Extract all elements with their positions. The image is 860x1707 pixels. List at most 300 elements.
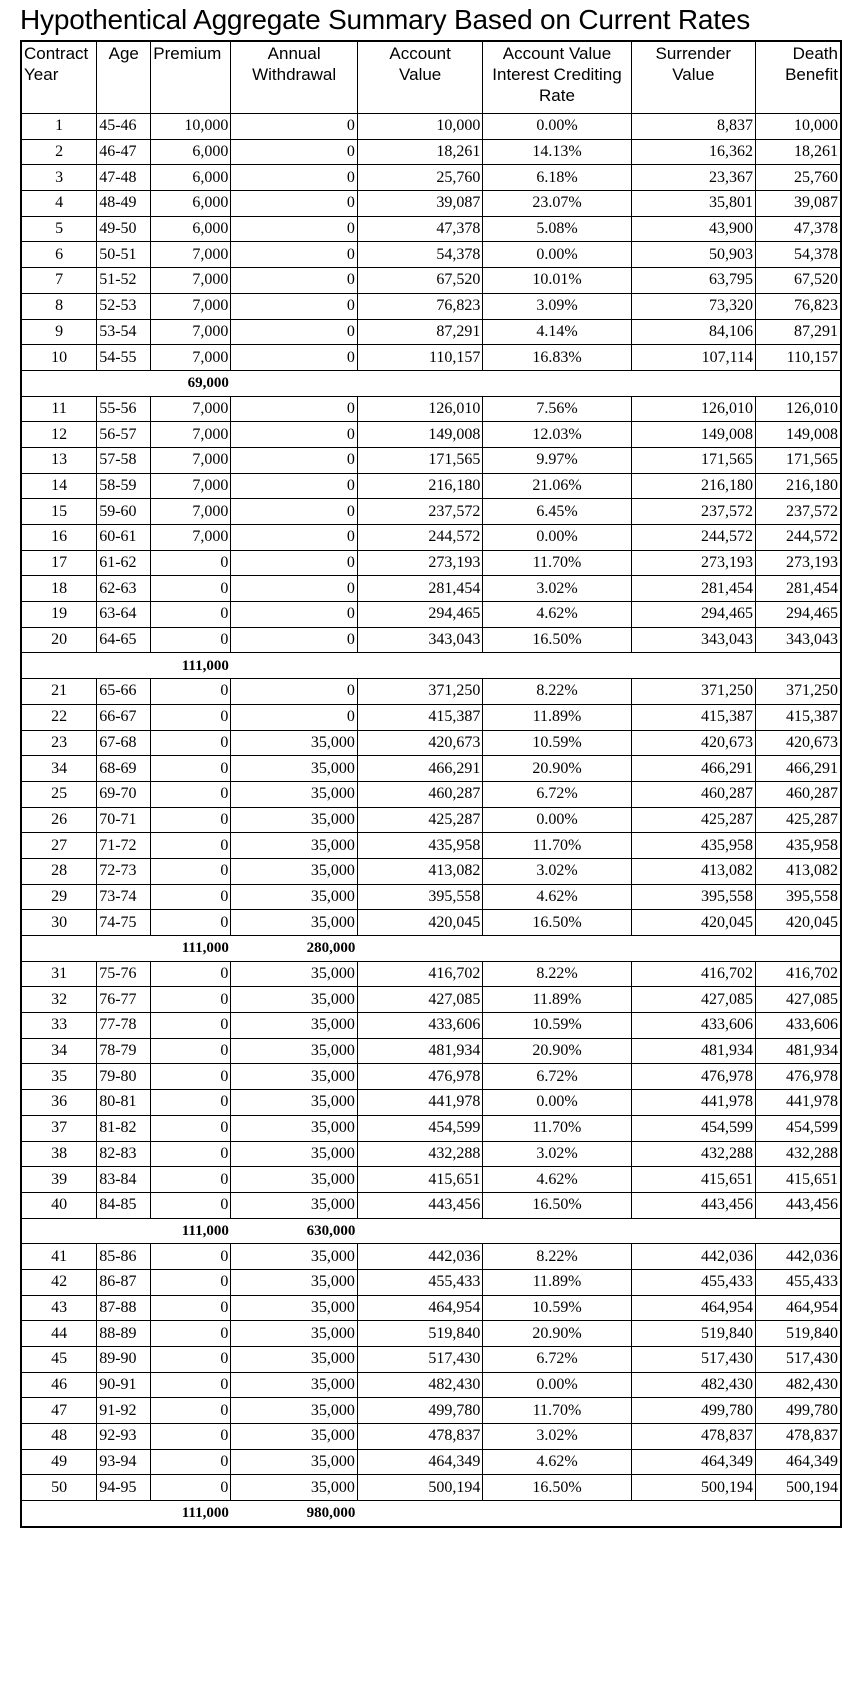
contract-year-cell: 37: [21, 1115, 97, 1141]
account-value-cell: 455,433: [357, 1269, 482, 1295]
premium-cell: 0: [151, 1244, 231, 1270]
table-row: [21, 191, 841, 217]
subtotal-empty-cell: [631, 1218, 755, 1244]
premium-cell: 0: [151, 1347, 231, 1373]
account-value-cell: 464,954: [357, 1295, 482, 1321]
premium-cell: 7,000: [151, 345, 231, 371]
subtotal-empty-cell: [483, 936, 631, 962]
header-line: Value: [672, 65, 715, 84]
annual-withdrawal-cell: 35,000: [231, 1449, 358, 1475]
page-title: Hypothentical Aggregate Summary Based on Current Rates: [20, 4, 751, 35]
death-benefit-cell: 478,837: [756, 1424, 842, 1450]
age-cell: 62-63: [97, 576, 151, 602]
header-line: Premium: [153, 44, 222, 63]
table-row: [21, 1398, 841, 1424]
table-header-row: [21, 41, 841, 114]
subtotal-empty-cell: [357, 1218, 482, 1244]
table-row: [21, 1424, 841, 1450]
contract-year-cell: 48: [21, 1424, 97, 1450]
annual-withdrawal-cell: 0: [231, 345, 358, 371]
contract-year-cell: 38: [21, 1141, 97, 1167]
contract-year-cell: 42: [21, 1269, 97, 1295]
annual-withdrawal-cell: 35,000: [231, 1398, 358, 1424]
table-row: [21, 1038, 841, 1064]
account-value-cell: 482,430: [357, 1372, 482, 1398]
premium-cell: 0: [151, 704, 231, 730]
subtotal-empty-cell: [756, 1218, 842, 1244]
death-benefit-cell: 371,250: [756, 679, 842, 705]
contract-year-cell: 18: [21, 576, 97, 602]
contract-year-cell: 15: [21, 499, 97, 525]
death-benefit-cell: 237,572: [756, 499, 842, 525]
subtotal-empty-cell: [631, 1501, 755, 1527]
premium-cell: 7,000: [151, 293, 231, 319]
surrender-value-cell: 171,565: [631, 447, 755, 473]
account-value-cell: 87,291: [357, 319, 482, 345]
premium-cell: 7,000: [151, 242, 231, 268]
subtotal-empty-cell: [97, 936, 151, 962]
age-cell: 64-65: [97, 627, 151, 653]
table-row: [21, 1192, 841, 1218]
annual-withdrawal-cell: 0: [231, 422, 358, 448]
contract-year-cell: 44: [21, 1321, 97, 1347]
table-row: [21, 1244, 841, 1270]
table-row: [21, 165, 841, 191]
premium-cell: 0: [151, 987, 231, 1013]
table-row: [21, 139, 841, 165]
death-benefit-cell: 47,378: [756, 216, 842, 242]
crediting-rate-cell: 16.83%: [483, 345, 631, 371]
surrender-value-cell: 478,837: [631, 1424, 755, 1450]
contract-year-cell: 41: [21, 1244, 97, 1270]
contract-year-cell: 28: [21, 858, 97, 884]
contract-year-cell: 23: [21, 730, 97, 756]
table-row: [21, 807, 841, 833]
contract-year-cell: 40: [21, 1192, 97, 1218]
contract-year-cell: 19: [21, 602, 97, 628]
account-value-cell: 395,558: [357, 884, 482, 910]
age-cell: 48-49: [97, 191, 151, 217]
age-cell: 66-67: [97, 704, 151, 730]
subtotal-empty-cell: [631, 370, 755, 396]
contract-year-cell: 22: [21, 704, 97, 730]
premium-cell: 0: [151, 1167, 231, 1193]
death-benefit-cell: 87,291: [756, 319, 842, 345]
table-row: [21, 525, 841, 551]
surrender-value-cell: 455,433: [631, 1269, 755, 1295]
header-line: Death: [792, 44, 838, 63]
premium-cell: 6,000: [151, 165, 231, 191]
age-cell: 73-74: [97, 884, 151, 910]
header-line: Account Value: [502, 44, 612, 63]
aggregate-summary-table: [20, 40, 842, 1528]
age-cell: 67-68: [97, 730, 151, 756]
header-line: Contract: [24, 44, 89, 63]
account-value-cell: 237,572: [357, 499, 482, 525]
header-contract-year: [21, 41, 97, 114]
table-row: [21, 216, 841, 242]
age-cell: 91-92: [97, 1398, 151, 1424]
table-row: [21, 1295, 841, 1321]
account-value-cell: 420,045: [357, 910, 482, 936]
subtotal-empty-cell: [21, 653, 97, 679]
death-benefit-cell: 415,387: [756, 704, 842, 730]
death-benefit-cell: 454,599: [756, 1115, 842, 1141]
table-row: [21, 293, 841, 319]
age-cell: 85-86: [97, 1244, 151, 1270]
death-benefit-cell: 464,954: [756, 1295, 842, 1321]
surrender-value-cell: 466,291: [631, 756, 755, 782]
annual-withdrawal-cell: 35,000: [231, 1115, 358, 1141]
death-benefit-cell: 425,287: [756, 807, 842, 833]
crediting-rate-cell: 9.97%: [483, 447, 631, 473]
annual-withdrawal-cell: 0: [231, 447, 358, 473]
subtotal-empty-cell: [21, 370, 97, 396]
table-row: [21, 987, 841, 1013]
account-value-cell: 413,082: [357, 858, 482, 884]
subtotal-empty-cell: [97, 370, 151, 396]
age-cell: 86-87: [97, 1269, 151, 1295]
crediting-rate-cell: 20.90%: [483, 756, 631, 782]
table-row: [21, 1321, 841, 1347]
crediting-rate-cell: 23.07%: [483, 191, 631, 217]
table-row: [21, 1347, 841, 1373]
death-benefit-cell: 460,287: [756, 781, 842, 807]
annual-withdrawal-cell: 35,000: [231, 1064, 358, 1090]
death-benefit-cell: 25,760: [756, 165, 842, 191]
contract-year-cell: 7: [21, 268, 97, 294]
premium-cell: 7,000: [151, 447, 231, 473]
account-value-cell: 10,000: [357, 114, 482, 140]
premium-cell: 7,000: [151, 268, 231, 294]
premium-cell: 0: [151, 1398, 231, 1424]
annual-withdrawal-cell: 35,000: [231, 756, 358, 782]
annual-withdrawal-cell: 0: [231, 293, 358, 319]
crediting-rate-cell: 4.62%: [483, 602, 631, 628]
premium-cell: 7,000: [151, 525, 231, 551]
surrender-value-cell: 476,978: [631, 1064, 755, 1090]
premium-subtotal: 111,000: [151, 1501, 231, 1527]
surrender-value-cell: 443,456: [631, 1192, 755, 1218]
header-line: Interest Crediting: [492, 65, 622, 84]
surrender-value-cell: 107,114: [631, 345, 755, 371]
contract-year-cell: 21: [21, 679, 97, 705]
surrender-value-cell: 442,036: [631, 1244, 755, 1270]
crediting-rate-cell: 5.08%: [483, 216, 631, 242]
contract-year-cell: 14: [21, 473, 97, 499]
table-row: [21, 242, 841, 268]
crediting-rate-cell: 16.50%: [483, 910, 631, 936]
withdrawal-subtotal: 980,000: [231, 1501, 358, 1527]
premium-cell: 0: [151, 1192, 231, 1218]
surrender-value-cell: 84,106: [631, 319, 755, 345]
surrender-value-cell: 481,934: [631, 1038, 755, 1064]
surrender-value-cell: 126,010: [631, 396, 755, 422]
annual-withdrawal-cell: 0: [231, 319, 358, 345]
premium-subtotal: 111,000: [151, 936, 231, 962]
crediting-rate-cell: 0.00%: [483, 1090, 631, 1116]
surrender-value-cell: 454,599: [631, 1115, 755, 1141]
death-benefit-cell: 18,261: [756, 139, 842, 165]
contract-year-cell: 5: [21, 216, 97, 242]
annual-withdrawal-cell: 0: [231, 396, 358, 422]
premium-cell: 0: [151, 1141, 231, 1167]
account-value-cell: 443,456: [357, 1192, 482, 1218]
age-cell: 56-57: [97, 422, 151, 448]
age-cell: 61-62: [97, 550, 151, 576]
subtotal-row: [21, 653, 841, 679]
table-row: [21, 602, 841, 628]
contract-year-cell: 8: [21, 293, 97, 319]
crediting-rate-cell: 11.89%: [483, 1269, 631, 1295]
table-row: [21, 550, 841, 576]
age-cell: 50-51: [97, 242, 151, 268]
contract-year-cell: 16: [21, 525, 97, 551]
crediting-rate-cell: 8.22%: [483, 679, 631, 705]
premium-cell: 0: [151, 730, 231, 756]
crediting-rate-cell: 0.00%: [483, 114, 631, 140]
account-value-cell: 476,978: [357, 1064, 482, 1090]
premium-cell: 0: [151, 1295, 231, 1321]
annual-withdrawal-cell: 35,000: [231, 910, 358, 936]
age-cell: 69-70: [97, 781, 151, 807]
table-row: [21, 268, 841, 294]
account-value-cell: 54,378: [357, 242, 482, 268]
crediting-rate-cell: 11.89%: [483, 704, 631, 730]
subtotal-empty-cell: [483, 1218, 631, 1244]
annual-withdrawal-cell: 35,000: [231, 1347, 358, 1373]
surrender-value-cell: 413,082: [631, 858, 755, 884]
subtotal-empty-cell: [631, 936, 755, 962]
table-row: [21, 396, 841, 422]
surrender-value-cell: 517,430: [631, 1347, 755, 1373]
header-line: Year: [24, 65, 59, 84]
subtotal-empty-cell: [756, 370, 842, 396]
death-benefit-cell: 294,465: [756, 602, 842, 628]
header-annual-withdrawal: [231, 41, 358, 114]
surrender-value-cell: 427,085: [631, 987, 755, 1013]
table-row: [21, 1090, 841, 1116]
contract-year-cell: 27: [21, 833, 97, 859]
subtotal-empty-cell: [21, 1501, 97, 1527]
subtotal-empty-cell: [357, 936, 482, 962]
crediting-rate-cell: 6.45%: [483, 499, 631, 525]
death-benefit-cell: 149,008: [756, 422, 842, 448]
contract-year-cell: 26: [21, 807, 97, 833]
death-benefit-cell: 10,000: [756, 114, 842, 140]
premium-subtotal: 69,000: [151, 370, 231, 396]
withdrawal-subtotal: [231, 370, 358, 396]
contract-year-cell: 13: [21, 447, 97, 473]
account-value-cell: 460,287: [357, 781, 482, 807]
contract-year-cell: 50: [21, 1475, 97, 1501]
crediting-rate-cell: 0.00%: [483, 1372, 631, 1398]
account-value-cell: 273,193: [357, 550, 482, 576]
subtotal-empty-cell: [756, 936, 842, 962]
age-cell: 83-84: [97, 1167, 151, 1193]
annual-withdrawal-cell: 0: [231, 576, 358, 602]
header-death-benefit: [756, 41, 842, 114]
age-cell: 47-48: [97, 165, 151, 191]
crediting-rate-cell: 3.09%: [483, 293, 631, 319]
contract-year-cell: 30: [21, 910, 97, 936]
subtotal-empty-cell: [357, 1501, 482, 1527]
table-row: [21, 422, 841, 448]
premium-subtotal: 111,000: [151, 653, 231, 679]
age-cell: 51-52: [97, 268, 151, 294]
account-value-cell: 517,430: [357, 1347, 482, 1373]
subtotal-empty-cell: [756, 1501, 842, 1527]
annual-withdrawal-cell: 35,000: [231, 1475, 358, 1501]
premium-cell: 0: [151, 1424, 231, 1450]
death-benefit-cell: 435,958: [756, 833, 842, 859]
age-cell: 80-81: [97, 1090, 151, 1116]
crediting-rate-cell: 4.62%: [483, 884, 631, 910]
account-value-cell: 466,291: [357, 756, 482, 782]
table-row: [21, 679, 841, 705]
subtotal-empty-cell: [21, 936, 97, 962]
table-row: [21, 1372, 841, 1398]
account-value-cell: 454,599: [357, 1115, 482, 1141]
surrender-value-cell: 216,180: [631, 473, 755, 499]
age-cell: 89-90: [97, 1347, 151, 1373]
death-benefit-cell: 110,157: [756, 345, 842, 371]
contract-year-cell: 2: [21, 139, 97, 165]
contract-year-cell: 10: [21, 345, 97, 371]
table-row: [21, 704, 841, 730]
table-row: [21, 499, 841, 525]
surrender-value-cell: 499,780: [631, 1398, 755, 1424]
annual-withdrawal-cell: 35,000: [231, 1090, 358, 1116]
crediting-rate-cell: 0.00%: [483, 242, 631, 268]
death-benefit-cell: 432,288: [756, 1141, 842, 1167]
crediting-rate-cell: 11.89%: [483, 987, 631, 1013]
crediting-rate-cell: 3.02%: [483, 1141, 631, 1167]
table-row: [21, 114, 841, 140]
contract-year-cell: 34: [21, 1038, 97, 1064]
death-benefit-cell: 420,673: [756, 730, 842, 756]
contract-year-cell: 17: [21, 550, 97, 576]
age-cell: 90-91: [97, 1372, 151, 1398]
surrender-value-cell: 460,287: [631, 781, 755, 807]
account-value-cell: 442,036: [357, 1244, 482, 1270]
surrender-value-cell: 482,430: [631, 1372, 755, 1398]
table-row: [21, 1475, 841, 1501]
premium-cell: 7,000: [151, 422, 231, 448]
premium-cell: 0: [151, 1321, 231, 1347]
account-value-cell: 76,823: [357, 293, 482, 319]
header-surrender-value: [631, 41, 755, 114]
table-row: [21, 781, 841, 807]
table-row: [21, 345, 841, 371]
crediting-rate-cell: 11.70%: [483, 550, 631, 576]
account-value-cell: 420,673: [357, 730, 482, 756]
contract-year-cell: 34: [21, 756, 97, 782]
age-cell: 65-66: [97, 679, 151, 705]
surrender-value-cell: 415,651: [631, 1167, 755, 1193]
subtotal-empty-cell: [21, 1218, 97, 1244]
annual-withdrawal-cell: 0: [231, 165, 358, 191]
surrender-value-cell: 371,250: [631, 679, 755, 705]
account-value-cell: 433,606: [357, 1013, 482, 1039]
crediting-rate-cell: 21.06%: [483, 473, 631, 499]
contract-year-cell: 47: [21, 1398, 97, 1424]
death-benefit-cell: 499,780: [756, 1398, 842, 1424]
premium-cell: 0: [151, 1064, 231, 1090]
crediting-rate-cell: 10.59%: [483, 1295, 631, 1321]
premium-cell: 0: [151, 602, 231, 628]
surrender-value-cell: 8,837: [631, 114, 755, 140]
contract-year-cell: 33: [21, 1013, 97, 1039]
age-cell: 93-94: [97, 1449, 151, 1475]
age-cell: 88-89: [97, 1321, 151, 1347]
account-value-cell: 464,349: [357, 1449, 482, 1475]
crediting-rate-cell: 16.50%: [483, 1192, 631, 1218]
withdrawal-subtotal: [231, 653, 358, 679]
surrender-value-cell: 441,978: [631, 1090, 755, 1116]
withdrawal-subtotal: 280,000: [231, 936, 358, 962]
premium-cell: 0: [151, 961, 231, 987]
table-row: [21, 473, 841, 499]
surrender-value-cell: 416,702: [631, 961, 755, 987]
annual-withdrawal-cell: 0: [231, 499, 358, 525]
surrender-value-cell: 281,454: [631, 576, 755, 602]
death-benefit-cell: 420,045: [756, 910, 842, 936]
contract-year-cell: 46: [21, 1372, 97, 1398]
account-value-cell: 126,010: [357, 396, 482, 422]
surrender-value-cell: 420,045: [631, 910, 755, 936]
annual-withdrawal-cell: 0: [231, 473, 358, 499]
annual-withdrawal-cell: 35,000: [231, 1244, 358, 1270]
surrender-value-cell: 273,193: [631, 550, 755, 576]
account-value-cell: 25,760: [357, 165, 482, 191]
premium-cell: 0: [151, 884, 231, 910]
header-line: Value: [399, 65, 442, 84]
contract-year-cell: 4: [21, 191, 97, 217]
death-benefit-cell: 464,349: [756, 1449, 842, 1475]
surrender-value-cell: 23,367: [631, 165, 755, 191]
crediting-rate-cell: 8.22%: [483, 1244, 631, 1270]
table-row: [21, 858, 841, 884]
account-value-cell: 500,194: [357, 1475, 482, 1501]
annual-withdrawal-cell: 0: [231, 704, 358, 730]
age-cell: 63-64: [97, 602, 151, 628]
subtotal-empty-cell: [357, 370, 482, 396]
surrender-value-cell: 464,954: [631, 1295, 755, 1321]
annual-withdrawal-cell: 35,000: [231, 884, 358, 910]
death-benefit-cell: 244,572: [756, 525, 842, 551]
account-value-cell: 67,520: [357, 268, 482, 294]
contract-year-cell: 45: [21, 1347, 97, 1373]
surrender-value-cell: 50,903: [631, 242, 755, 268]
age-cell: 52-53: [97, 293, 151, 319]
age-cell: 78-79: [97, 1038, 151, 1064]
account-value-cell: 415,387: [357, 704, 482, 730]
surrender-value-cell: 415,387: [631, 704, 755, 730]
crediting-rate-cell: 3.02%: [483, 576, 631, 602]
death-benefit-cell: 517,430: [756, 1347, 842, 1373]
annual-withdrawal-cell: 35,000: [231, 833, 358, 859]
contract-year-cell: 11: [21, 396, 97, 422]
crediting-rate-cell: 6.72%: [483, 781, 631, 807]
surrender-value-cell: 420,673: [631, 730, 755, 756]
age-cell: 57-58: [97, 447, 151, 473]
premium-cell: 0: [151, 1013, 231, 1039]
death-benefit-cell: 343,043: [756, 627, 842, 653]
account-value-cell: 39,087: [357, 191, 482, 217]
header-line: Surrender: [655, 44, 732, 63]
table-row: [21, 1449, 841, 1475]
